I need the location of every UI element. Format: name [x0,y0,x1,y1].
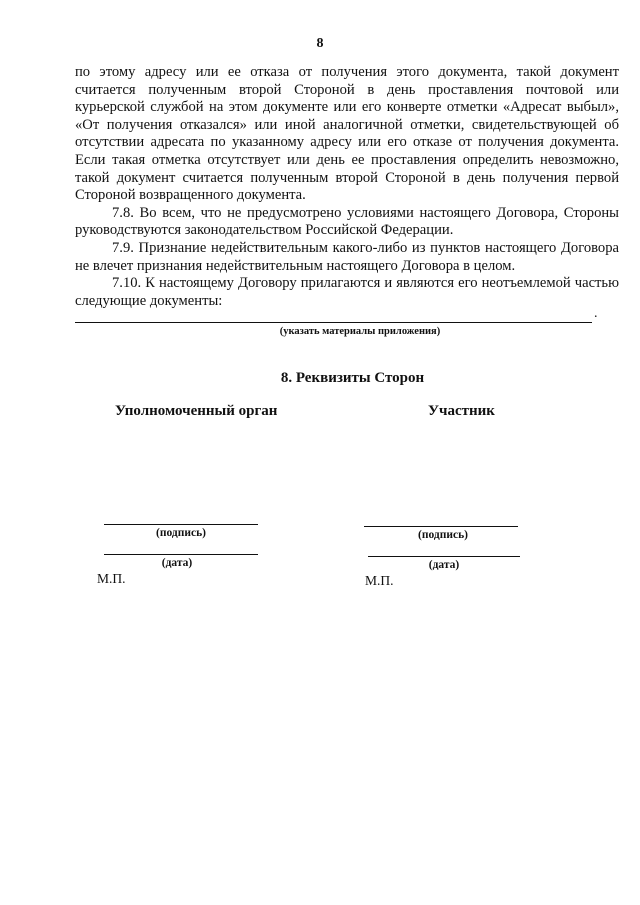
contract-body [75,64,619,310]
party-title-authority: Уполномоченный орган [115,403,278,419]
authority-date-line [104,554,258,555]
participant-signature-caption: (подпись) [418,529,468,541]
participant-stamp-mark: М.П. [365,573,394,588]
authority-signature-line [104,524,258,525]
paragraph-continuation: по этому адресу или ее отказа от получения этого документа, такой документ считается полученным второй Стороной в день проставления почтовой или курьерской службой на этом документе или его конверте отметки «Адресат выбыл», «От получения отказался» или иной аналогичной отметки, свидетельствующей об отсутствии адресата по указанному адресу или его отказе от получения документа. Если такая отметка отсутствует или день ее проставления определить невозможно, такой документ считается полученным второй Стороной в день получения первой Стороной возвращенного документа. [75,64,619,204]
paragraph-7-8: 7.8. Во всем, что не предусмотрено условиями настоящего Договора, Стороны руководствуются законодательством Российской Федерации. [75,204,619,239]
party-title-participant: Участник [428,403,495,419]
authority-date-caption: (дата) [161,557,193,569]
paragraph-7-9: 7.9. Признание недействительным какого-либо из пунктов настоящего Договора не влечет признания недействительным настоящего Договора в целом. [75,239,619,274]
attachments-caption: (указать материалы приложения) [279,326,441,337]
authority-stamp-mark: М.П. [97,571,126,586]
attachments-line-end: . [594,306,598,321]
authority-signature-caption: (подпись) [156,527,206,539]
page-number: 8 [316,36,324,51]
participant-date-line [368,556,520,557]
participant-date-caption: (дата) [428,559,460,571]
participant-signature-line [364,526,518,527]
paragraph-7-10: 7.10. К настоящему Договору прилагаются и являются его неотъемлемой частью следующие документы: [75,275,619,309]
attachments-fill-line [75,322,592,323]
section-heading: 8. Реквизиты Сторон [280,370,425,386]
